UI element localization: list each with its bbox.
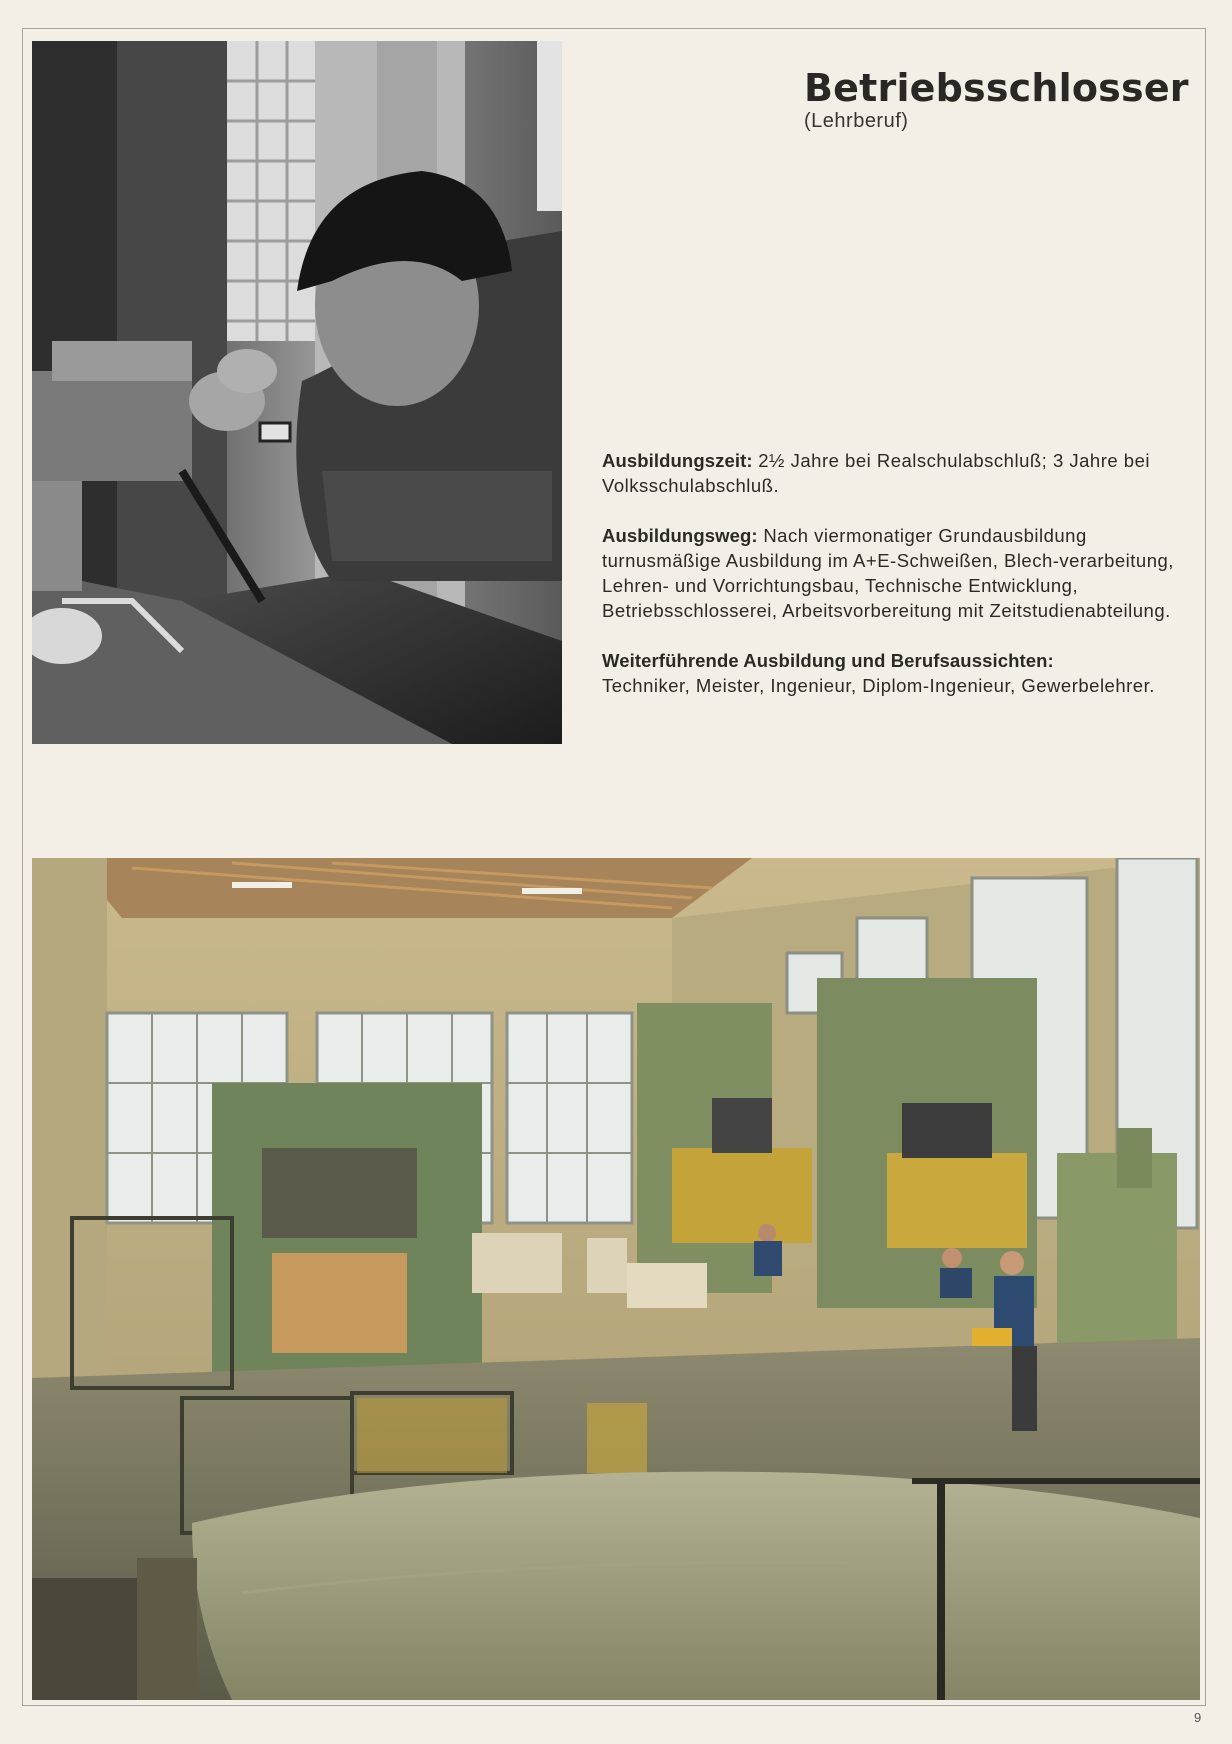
career-prospects-body: Techniker, Meister, Ingenieur, Diplom-Ingenieur, Gewerbelehrer. — [602, 675, 1155, 696]
training-path-heading: Ausbildungsweg: — [602, 525, 758, 546]
paragraph-career-prospects — [602, 648, 1182, 698]
page-subtitle: (Lehrberuf) — [804, 109, 909, 132]
paragraph-training-path — [602, 523, 1182, 623]
factory-hall-photo — [32, 858, 1200, 1700]
page-title: Betriebsschlosser — [804, 66, 1189, 110]
training-duration-body: 2½ Jahre bei Realschulabschluß; 3 Jahre bei Volksschulabschluß. — [602, 450, 1150, 496]
paragraph-training-duration — [602, 448, 1182, 498]
page-number: 9 — [1194, 1710, 1202, 1725]
training-duration-heading: Ausbildungszeit: — [602, 450, 753, 471]
title-block — [804, 68, 1189, 133]
training-path-body: Nach viermonatiger Grundausbildung turnusmäßige Ausbildung im A+E-Schweißen, Blech-verarbeitung, Lehren- und Vorrichtungsbau, Technische Entwicklung, Betriebsschlosserei, Arbeitsvorbereitung mit Zeitstudienabteilung. — [602, 525, 1174, 621]
career-prospects-heading: Weiterführende Ausbildung und Berufsaussichten: — [602, 650, 1054, 671]
description-text — [602, 448, 1182, 723]
apprentice-photo — [32, 41, 562, 744]
